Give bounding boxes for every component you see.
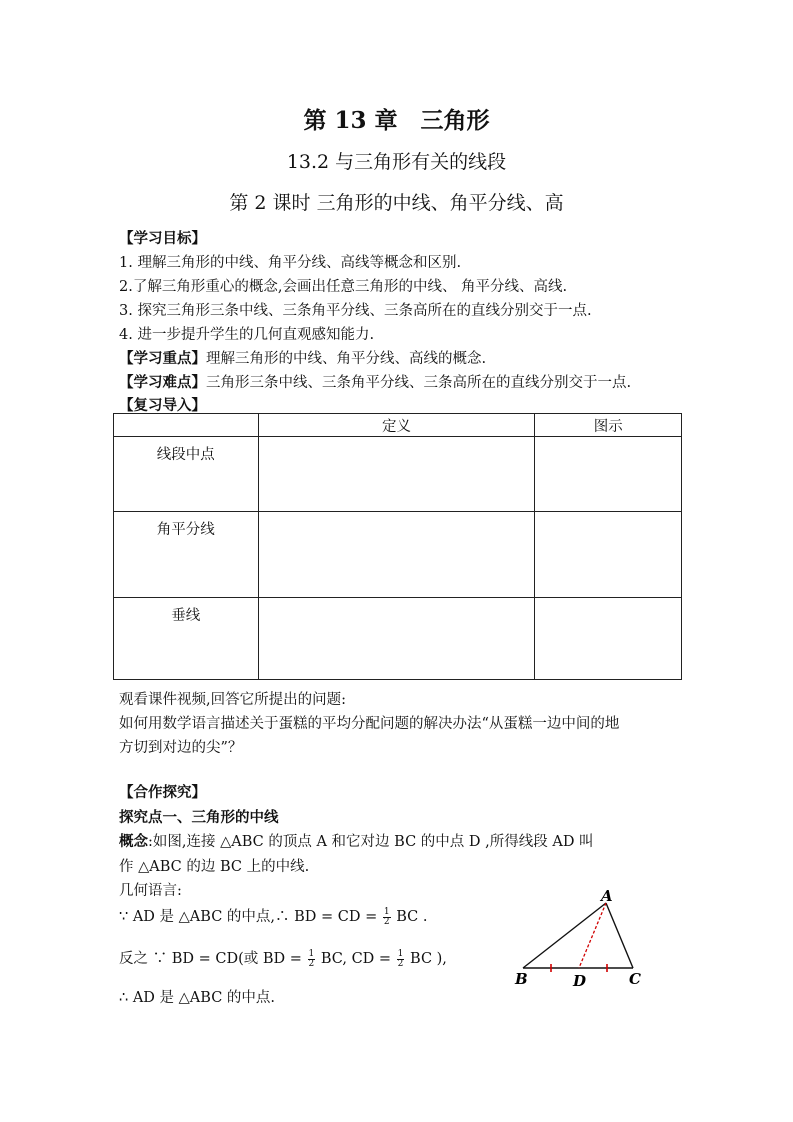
difficulty-line	[119, 371, 631, 392]
goal-item: 3. 探究三角形三条中线、三条角平分线、三条高所在的直线分别交于一点.	[119, 303, 592, 319]
concept-line-2: 作 △ABC 的边 BC 上的中线.	[119, 859, 310, 875]
table-header-cell: 定义	[258, 414, 535, 437]
difficulty-text: 三角形三条中线、三条角平分线、三条高所在的直线分别交于一点.	[206, 375, 632, 391]
definition-cell[interactable]	[258, 437, 535, 512]
fraction-denominator: 2	[308, 958, 315, 969]
vertex-label-b: B	[515, 970, 528, 988]
statement-2-mid: BC, CD =	[320, 951, 396, 967]
row-term: 角平分线	[114, 512, 259, 598]
statement-3: ∴ AD 是 △ABC 的中点.	[119, 990, 276, 1006]
video-line-2: 如何用数学语言描述关于蛋糕的平均分配问题的解决办法“从蛋糕一边中间的地	[119, 716, 620, 732]
fraction-numerator: 1	[397, 948, 404, 959]
figure-cell[interactable]	[535, 437, 682, 512]
section-title: 13.2 与三角形有关的线段	[286, 151, 507, 173]
vertex-label-a: A	[601, 887, 613, 905]
explore-heading: 【合作探究】	[119, 784, 206, 801]
statement-2-text: 反之 ∵ BD = CD(或 BD =	[119, 951, 307, 967]
fraction-denominator: 2	[397, 958, 404, 969]
table-row	[114, 598, 682, 680]
definition-cell[interactable]	[258, 512, 535, 598]
fraction-half	[383, 908, 391, 927]
review-heading: 【复习导入】	[119, 397, 206, 414]
concept-text: :如图,连接 △ABC 的顶点 A 和它对边 BC 的中点 D ,所得线段 AD 叫	[148, 834, 594, 850]
chapter-title: 第 13 章 三角形	[303, 107, 490, 134]
figure-cell[interactable]	[535, 598, 682, 680]
goal-item: 4. 进一步提升学生的几何直观感知能力.	[119, 327, 375, 343]
side-ab	[523, 903, 606, 968]
vertex-label-c: C	[629, 970, 641, 988]
definition-cell[interactable]	[258, 598, 535, 680]
fraction-half	[397, 950, 405, 969]
concept-label: 概念	[119, 833, 148, 850]
table-row	[114, 512, 682, 598]
table-row	[114, 437, 682, 512]
statement-1-text: ∵ AD 是 △ABC 的中点,∴ BD = CD =	[119, 909, 382, 925]
goal-item: 2.了解三角形重心的概念,会画出任意三角形的中线、 角平分线、高线.	[119, 279, 568, 295]
statement-2	[119, 947, 447, 969]
side-ac	[606, 903, 633, 968]
table-header-cell	[114, 414, 259, 437]
row-term: 线段中点	[114, 437, 259, 512]
video-line-1: 观看课件视频,回答它所提出的问题:	[119, 692, 346, 708]
figure-cell[interactable]	[535, 512, 682, 598]
triangle-figure	[505, 885, 665, 995]
statement-2-tail: BC ),	[410, 951, 447, 967]
focus-label: 【学习重点】	[119, 350, 206, 367]
statement-1-tail: BC .	[396, 909, 428, 925]
fraction-half	[308, 950, 316, 969]
fraction-denominator: 2	[383, 916, 390, 927]
geo-language-label: 几何语言:	[119, 883, 182, 899]
fraction-numerator: 1	[308, 948, 315, 959]
explore-point-1: 探究点一、三角形的中线	[119, 809, 279, 826]
point-label-d: D	[573, 972, 587, 990]
fraction-numerator: 1	[383, 906, 390, 917]
goal-item: 1. 理解三角形的中线、角平分线、高线等概念和区别.	[119, 255, 462, 271]
row-term: 垂线	[114, 598, 259, 680]
focus-text: 理解三角形的中线、角平分线、高线的概念.	[206, 351, 487, 367]
concept-line-1	[119, 830, 594, 851]
table-header-row	[114, 414, 682, 437]
table-header-cell: 图示	[535, 414, 682, 437]
review-table	[113, 413, 682, 680]
lesson-title: 第 2 课时 三角形的中线、角平分线、高	[229, 192, 564, 214]
focus-line	[119, 347, 486, 368]
goals-heading: 【学习目标】	[119, 230, 206, 247]
video-line-3: 方切到对边的尖”？	[119, 740, 243, 756]
statement-1	[119, 905, 427, 927]
difficulty-label: 【学习难点】	[119, 374, 206, 391]
